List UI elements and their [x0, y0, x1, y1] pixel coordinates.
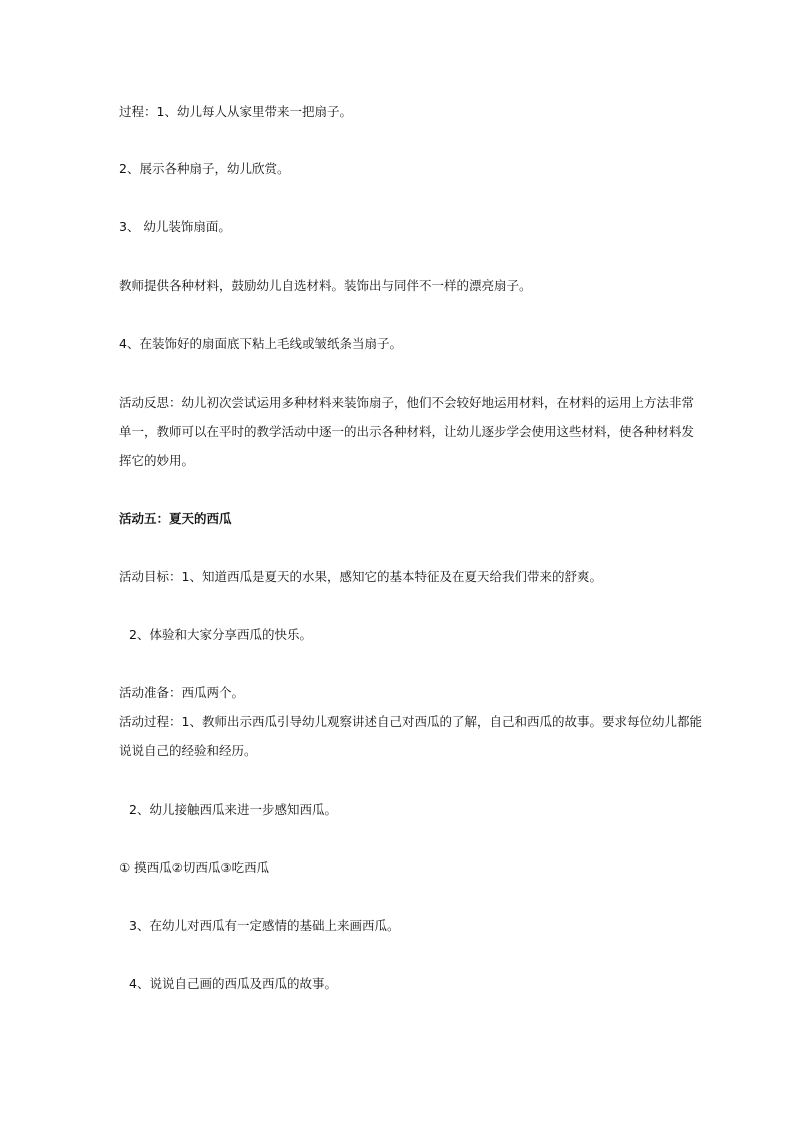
activity-substeps: ① 摸西瓜②切西瓜③吃西瓜	[119, 860, 270, 875]
reflection-line-1: 活动反思：幼儿初次尝试运用多种材料来装饰扇子，他们不会较好地运用材料，在材料的运用上方法非常	[119, 395, 695, 410]
activity-goal-2: 2、体验和大家分享西瓜的快乐。	[129, 627, 312, 642]
teacher-materials-text: 教师提供各种材料，鼓励幼儿自选材料。装饰出与同伴不一样的漂亮扇子。	[119, 278, 532, 293]
reflection-line-3: 挥它的妙用。	[119, 453, 195, 468]
section-heading: 活动五：夏天的西瓜	[119, 511, 232, 526]
activity-goal-1: 活动目标：1、知道西瓜是夏天的水果，感知它的基本特征及在夏天给我们带来的舒爽。	[119, 569, 602, 584]
process-step-1: 过程：1、幼儿每人从家里带来一把扇子。	[119, 104, 352, 119]
activity-process-1-line-1: 活动过程：1、教师出示西瓜引导幼儿观察讲述自己对西瓜的了解，自己和西瓜的故事。要求每位幼儿都能	[119, 714, 702, 729]
process-step-3: 3、 幼儿装饰扇面。	[119, 219, 231, 234]
activity-preparation: 活动准备：西瓜两个。	[119, 685, 245, 700]
activity-process-1-line-2: 说说自己的经验和经历。	[119, 743, 257, 758]
activity-process-2: 2、幼儿接触西瓜来进一步感知西瓜。	[129, 802, 337, 817]
process-step-2: 2、展示各种扇子，幼儿欣赏。	[119, 161, 290, 176]
activity-process-4: 4、说说自己画的西瓜及西瓜的故事。	[129, 976, 337, 991]
process-step-4: 4、在装饰好的扇面底下粘上毛线或皱纸条当扇子。	[119, 336, 402, 351]
reflection-line-2: 单一，教师可以在平时的教学活动中逐一的出示各种材料，让幼儿逐步学会使用这些材料，使各种材料发	[119, 424, 695, 439]
activity-process-3: 3、在幼儿对西瓜有一定感情的基础上来画西瓜。	[129, 918, 400, 933]
